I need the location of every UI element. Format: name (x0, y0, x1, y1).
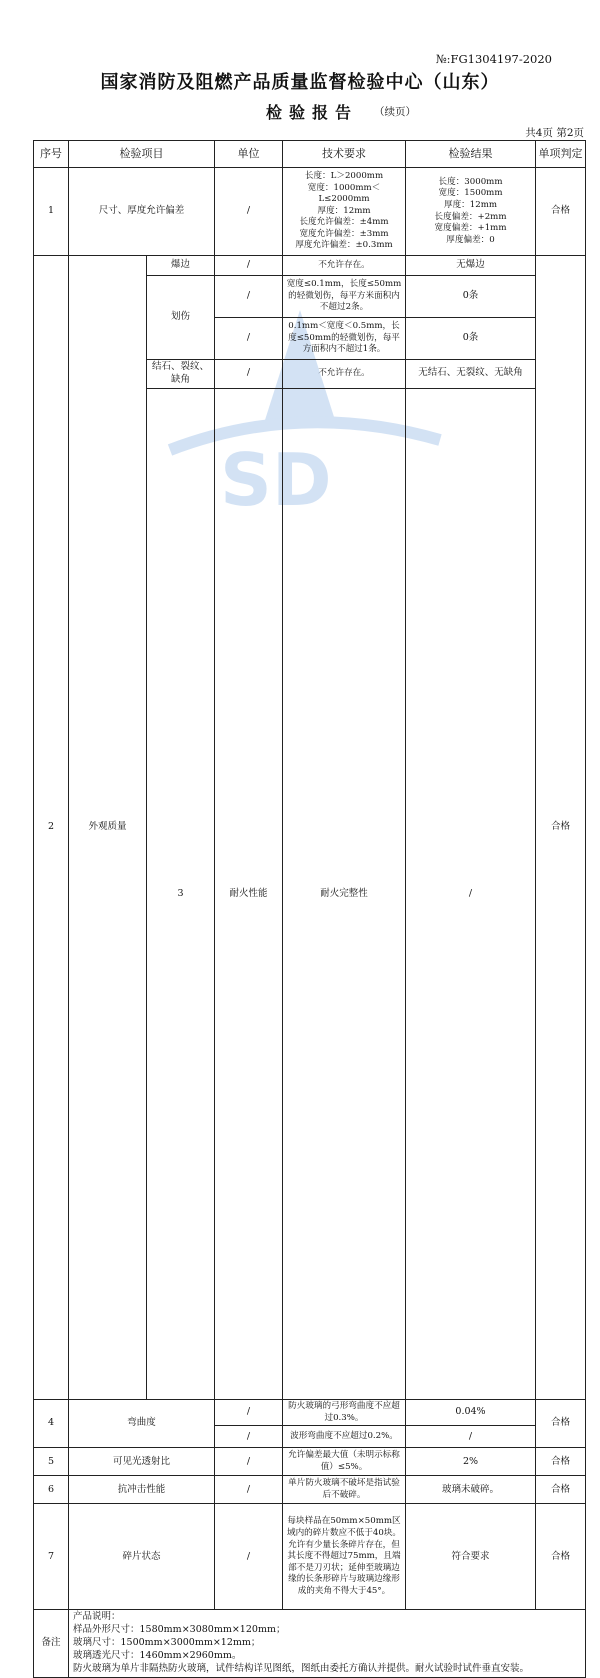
verdict-cell: 合格 (536, 1400, 586, 1448)
watermark-text: SD (220, 438, 332, 520)
issuing-center-title: 国家消防及阻燃产品质量监督检验中心（山东） (100, 72, 500, 93)
page-info: 共4页 第2页 (525, 127, 584, 139)
table-row (34, 1476, 586, 1504)
verdict-cell: 合格 (536, 1476, 586, 1504)
item-name: 弯曲度 (69, 1400, 215, 1448)
table-row (34, 1400, 586, 1426)
remarks-content (69, 1610, 586, 1677)
header-unit: 单位 (215, 141, 283, 168)
requirement-cell: 不允许存在。 (283, 360, 406, 389)
item-name: 外观质量 (69, 256, 147, 1400)
requirement-cell: 允许偏差最大值（未明示标称值）≤5%。 (283, 1448, 406, 1476)
header-result: 检验结果 (406, 141, 536, 168)
result-cell: / (406, 1426, 536, 1448)
sub-item-name: 爆边 (147, 256, 215, 276)
requirement-cell: 0.1mm＜宽度＜0.5mm，长度≤50mm的轻微划伤，每平方面积内不超过1条。 (283, 318, 406, 360)
table-header-row (34, 141, 586, 168)
header-verdict: 单项判定 (536, 141, 586, 168)
verdict-cell: 合格 (536, 256, 586, 1400)
remarks-line: 样品外形尺寸：1580mm×3080mm×120mm； (73, 1624, 286, 1636)
remarks-line: 玻璃尺寸：1500mm×3000mm×12mm； (73, 1637, 261, 1649)
remarks-line: 防火玻璃为单片非隔热防火玻璃，试件结构详见图纸，图纸由委托方确认并提供。耐火试验时试件垂直安装。 (73, 1662, 530, 1674)
unit-cell: / (215, 318, 283, 360)
result-cell: 无结石、无裂纹、无缺角 (406, 360, 536, 389)
remarks-row (34, 1610, 586, 1677)
row-number: 4 (34, 1400, 69, 1448)
unit-cell: / (215, 168, 283, 256)
requirement-cell: 防火玻璃的弓形弯曲度不应超过0.3%。 (283, 1400, 406, 1426)
header-requirement: 技术要求 (283, 141, 406, 168)
requirement-cell: 每块样品在50mm×50mm区域内的碎片数应不低于40块。允许有少量长条碎片存在，但其长度不得超过75mm，且端部不是刀刃状；延伸至玻璃边缘的长条形碎片与玻璃边缘形成的夹角不得大于45°。 (283, 1504, 406, 1610)
sub-item-name: 结石、裂纹、缺角 (147, 360, 215, 389)
unit-cell: / (406, 388, 536, 1400)
header-item: 检验项目 (69, 141, 215, 168)
result-cell: 0.04% (406, 1400, 536, 1426)
unit-cell: / (215, 1448, 283, 1476)
report-title: 检验报告 (266, 103, 359, 122)
item-name: 可见光透射比 (69, 1448, 215, 1476)
unit-cell: / (215, 256, 283, 276)
verdict-cell: 合格 (536, 1448, 586, 1476)
result-cell: 符合要求 (406, 1504, 536, 1610)
unit-cell: / (215, 1476, 283, 1504)
sub-item-name: 划伤 (147, 276, 215, 360)
item-name: 尺寸、厚度允许偏差 (69, 168, 215, 256)
result-cell: 0条 (406, 276, 536, 318)
item-name: 碎片状态 (69, 1504, 215, 1610)
requirement-cell: 波形弯曲度不应超过0.2%。 (283, 1426, 406, 1448)
inspection-table (33, 140, 586, 1678)
row-number: 6 (34, 1476, 69, 1504)
requirement-cell: 单片防火玻璃不破坏是指试验后不破碎。 (283, 1476, 406, 1504)
item-name: 耐火性能 (215, 388, 283, 1400)
continued-label: （续页） (374, 106, 416, 118)
requirement-cell: 不允许存在。 (283, 256, 406, 276)
unit-cell: / (215, 1426, 283, 1448)
result-cell: 无爆边 (406, 256, 536, 276)
remarks-line: 产品说明： (73, 1611, 121, 1623)
verdict-cell: 合格 (536, 1504, 586, 1610)
result-cell: 0条 (406, 318, 536, 360)
row-number: 5 (34, 1448, 69, 1476)
unit-cell: / (215, 1400, 283, 1426)
unit-cell: / (215, 276, 283, 318)
table-row (34, 168, 586, 256)
result-cell: 长度：3000mm 宽度：1500mm 厚度：12mm 长度偏差：+2mm 宽度偏差：+1mm 厚度偏差：0 (406, 168, 536, 256)
remarks-label: 备注 (34, 1610, 69, 1677)
sub-item-name: 耐火完整性 (283, 388, 406, 1400)
header-no: 序号 (34, 141, 69, 168)
result-cell: 玻璃未破碎。 (406, 1476, 536, 1504)
verdict-cell: 合格 (536, 168, 586, 256)
row-number: 2 (34, 256, 69, 1400)
item-name: 抗冲击性能 (69, 1476, 215, 1504)
remarks-line: 玻璃透光尺寸：1460mm×2960mm。 (73, 1649, 242, 1661)
report-number: №:FG1304197-2020 (435, 52, 552, 66)
row-number: 1 (34, 168, 69, 256)
requirement-cell: 宽度≤0.1mm，长度≤50mm的轻微划伤，每平方米面积内不超过2条。 (283, 276, 406, 318)
result-cell: 2% (406, 1448, 536, 1476)
row-number: 7 (34, 1504, 69, 1610)
unit-cell: / (215, 1504, 283, 1610)
table-row (34, 256, 586, 276)
table-row (34, 1504, 586, 1610)
unit-cell: / (215, 360, 283, 389)
row-number: 3 (147, 388, 215, 1400)
requirement-cell: 长度：L＞2000mm 宽度：1000mm＜L≤2000mm 厚度：12mm 长度允许偏差：±4mm 宽度允许偏差：±3mm 厚度允许偏差：±0.3mm (283, 168, 406, 256)
table-row (34, 1448, 586, 1476)
